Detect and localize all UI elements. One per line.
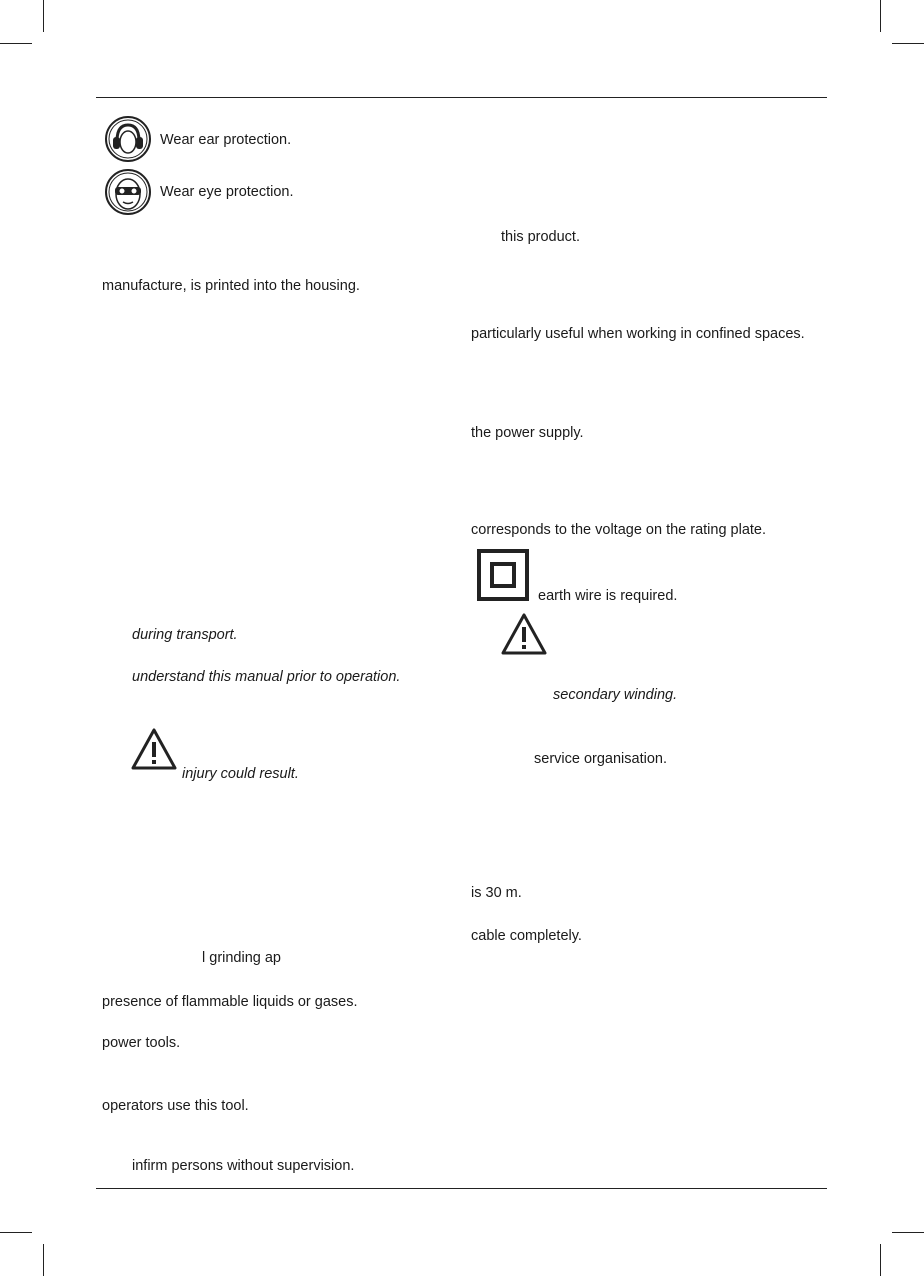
length-text: is 30 m.	[471, 885, 522, 901]
warning-triangle-icon	[130, 727, 178, 771]
ear-protection-label: Wear ear protection.	[160, 132, 292, 148]
injury-text: injury could result.	[182, 766, 299, 782]
crop-mark	[892, 1232, 924, 1233]
confined-spaces-text: particularly useful when working in confined spaces.	[471, 326, 805, 342]
secondary-winding-text: secondary winding.	[553, 687, 678, 703]
crop-mark	[0, 43, 32, 44]
crop-mark	[0, 1232, 32, 1233]
flammable-text: presence of flammable liquids or gases.	[102, 994, 358, 1010]
eye-protection-label: Wear eye protection.	[160, 184, 294, 200]
earth-wire-text: earth wire is required.	[538, 588, 678, 604]
manufacture-text: manufacture, is printed into the housing.	[102, 278, 360, 294]
double-insulation-icon	[477, 549, 529, 601]
manual-text: understand this manual prior to operation.	[132, 669, 401, 685]
operators-text: operators use this tool.	[102, 1098, 249, 1114]
power-tools-text: power tools.	[102, 1035, 181, 1051]
cable-text: cable completely.	[471, 928, 582, 944]
crop-mark	[880, 0, 881, 32]
power-supply-text: the power supply.	[471, 425, 584, 441]
voltage-text: corresponds to the voltage on the rating plate.	[471, 522, 767, 538]
crop-mark	[880, 1244, 881, 1276]
service-text: service organisation.	[534, 751, 667, 767]
ear-protection-icon	[104, 115, 152, 163]
warning-triangle-icon	[500, 612, 548, 656]
grinding-text: l grinding ap	[202, 950, 281, 966]
crop-mark	[43, 0, 44, 32]
crop-mark	[892, 43, 924, 44]
header-rule	[96, 97, 827, 98]
transport-text: during transport.	[132, 627, 238, 643]
infirm-text: infirm persons without supervision.	[132, 1158, 355, 1174]
footer-rule	[96, 1188, 827, 1189]
eye-protection-icon	[104, 168, 152, 216]
crop-mark	[43, 1244, 44, 1276]
product-text: this product.	[501, 229, 580, 245]
